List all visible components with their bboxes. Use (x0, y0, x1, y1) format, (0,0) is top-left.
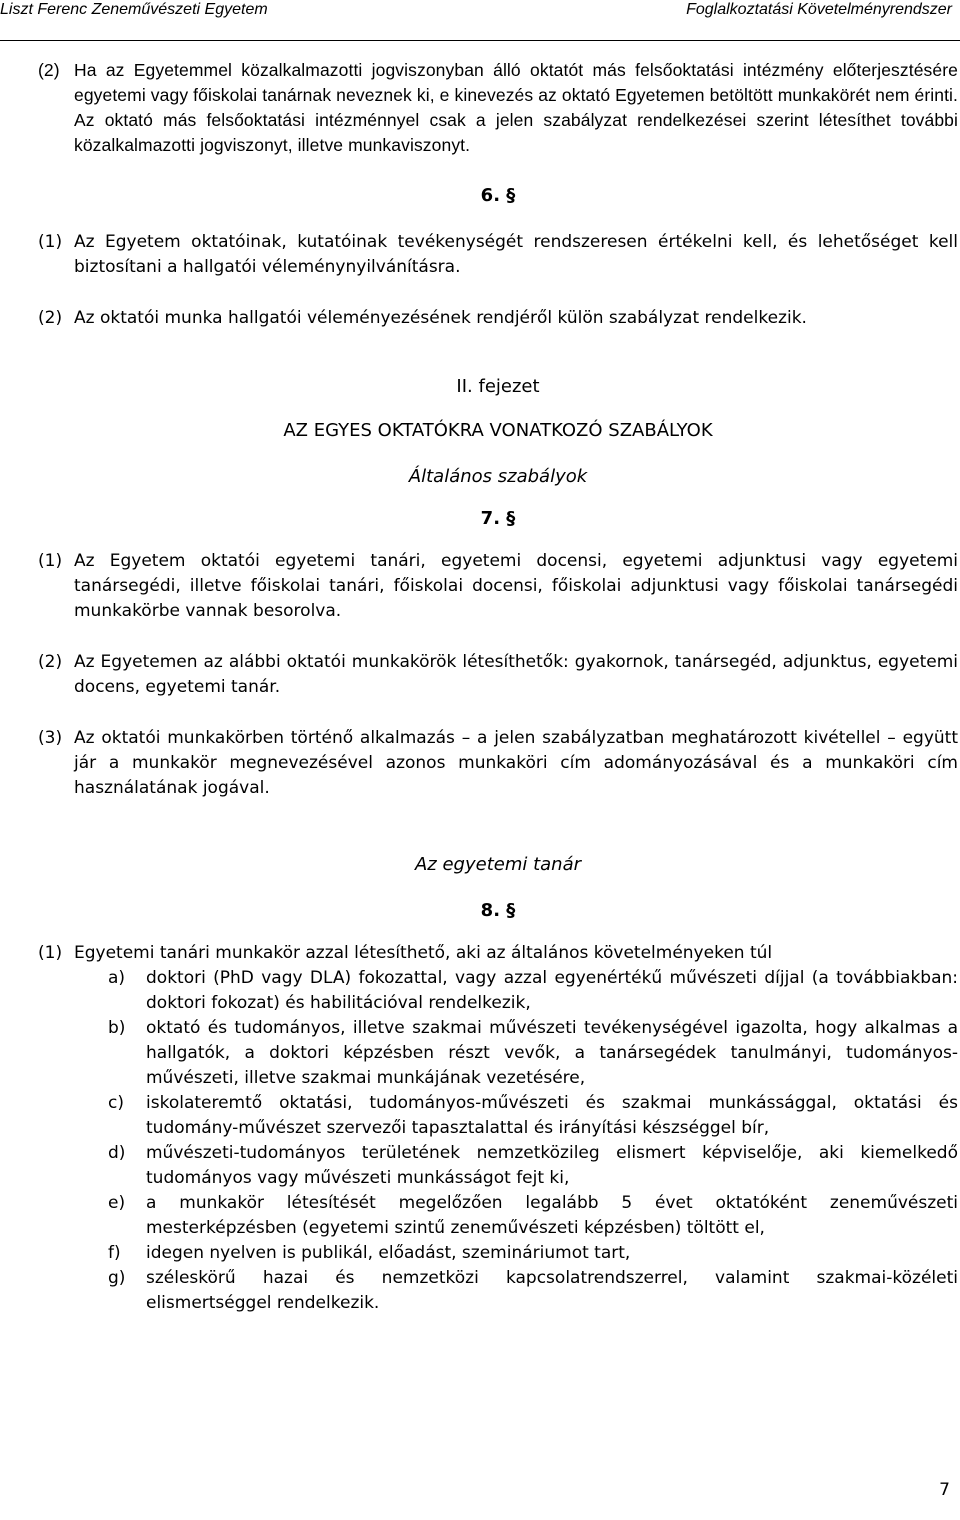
paragraph-number: (2) (38, 60, 60, 80)
section-7-paragraph-3 (38, 726, 958, 801)
page-number: 7 (939, 1480, 950, 1500)
list-item-letter: d) (108, 1143, 126, 1163)
chapter-title: AZ EGYES OKTATÓKRA VONATKOZÓ SZABÁLYOK (283, 420, 713, 441)
list-item-letter: g) (108, 1268, 126, 1288)
paragraph-text: Az Egyetem oktatóinak, kutatóinak tevékenységét rendszeresen értékelni kell, és lehetőséget kell biztosítani a hallgatói véleménynyilvánításra. (74, 232, 958, 277)
list-item-text: idegen nyelven is publikál, előadást, szemináriumot tart, (146, 1243, 631, 1263)
section-8-paragraph-1 (38, 941, 958, 966)
list-item-letter: c) (108, 1093, 124, 1113)
page-header (0, 0, 960, 41)
list-item (38, 1241, 958, 1266)
section-8-subtitle: Az egyetemi tanár (414, 854, 582, 875)
paragraph-text: Az oktatói munka hallgatói véleményezésének rendjéről külön szabályzat rendelkezik. (74, 308, 807, 328)
paragraph-number: (1) (38, 943, 63, 963)
list-item (38, 1266, 958, 1316)
section-7-paragraph-2 (38, 650, 958, 700)
paragraph-text: Az Egyetemen az alábbi oktatói munkakörök létesíthetők: gyakornok, tanársegéd, adjunktus, egyetemi docens, egyetemi tanár. (74, 652, 958, 697)
list-item-text: doktori (PhD vagy DLA) fokozattal, vagy azzal egyenértékű művészeti díjjal (a továbbiakban: doktori fokozat) és habilitációval rendelkezik, (146, 968, 958, 1013)
list-item (38, 1191, 958, 1241)
list-item (38, 1091, 958, 1141)
paragraph-number: (2) (38, 652, 63, 672)
chapter-label: II. fejezet (456, 376, 540, 397)
document-body (38, 58, 958, 1316)
list-item-text: a munkakör létesítését megelőzően legalább 5 évet oktatóként zeneművészeti mesterképzésben (egyetemi szintű zeneművészeti képzésben) töltött el, (146, 1193, 958, 1238)
list-item-letter: b) (108, 1018, 126, 1038)
paragraph-text: Az oktatói munkakörben történő alkalmazás – a jelen szabályzatban meghatározott kivétellel – együtt jár a munkakör megnevezésével azonos munkaköri cím adományozásával és a munkaköri cím használatának jogával. (74, 728, 958, 798)
paragraph-number: (3) (38, 728, 63, 748)
paragraph-text: Ha az Egyetemmel közalkalmazotti jogviszonyban álló oktatót más felsőoktatási intézmény előterjesztésére egyetemi vagy főiskolai tanárnak neveznek ki, e kinevezés az oktató Egyetemen betöltött munkakörét nem érinti. Az oktató más felsőoktatási intézménnyel csak a jelen szabályzat rendelkezései szerint létesíthet további közalkalmazotti jogviszonyt, illetve munkaviszonyt. (74, 60, 958, 155)
section-7-heading: 7. § (480, 508, 516, 529)
paragraph-number: (1) (38, 551, 63, 571)
list-item (38, 1141, 958, 1191)
paragraph-text: Egyetemi tanári munkakör azzal létesíthető, aki az általános követelményeken túl (74, 943, 773, 963)
list-item-text: széleskörű hazai és nemzetközi kapcsolatrendszerrel, valamint szakmai-közéleti elismertséggel rendelkezik. (146, 1268, 958, 1313)
paragraph-intro (38, 58, 958, 158)
section-6-paragraph-2 (38, 306, 958, 331)
section-6-heading: 6. § (480, 185, 516, 206)
header-institution: Liszt Ferenc Zeneművészeti Egyetem (0, 1, 268, 18)
list-item-letter: a) (108, 968, 126, 988)
paragraph-text: Az Egyetem oktatói egyetemi tanári, egyetemi docensi, egyetemi adjunktusi vagy egyetemi tanársegédi, illetve főiskolai tanári, főiskolai docensi, főiskolai adjunktusi vagy főiskolai tanársegédi munkakörbe vannak besorolva. (74, 551, 958, 621)
list-item-text: oktató és tudományos, illetve szakmai művészeti tevékenységével igazolta, hogy alkalmas a hallgatók, a doktori képzésben részt vevők, a tanársegédek tanulmányi, tudományos-művészeti, illetve szakmai munkájának vezetésére, (146, 1018, 958, 1088)
section-7-paragraph-1 (38, 549, 958, 624)
list-item-letter: e) (108, 1193, 126, 1213)
section-6-paragraph-1 (38, 230, 958, 280)
list-item (38, 1016, 958, 1091)
list-item-letter: f) (108, 1243, 121, 1263)
list-item-text: iskolateremtő oktatási, tudományos-művészeti és szakmai munkássággal, oktatási és tudomány-művészet szervezői tapasztalattal és irányítási készséggel bír, (146, 1093, 958, 1138)
list-item (38, 966, 958, 1016)
requirements-list (38, 966, 958, 1316)
chapter-subtitle: Általános szabályok (408, 466, 588, 487)
list-item-text: művészeti-tudományos területének nemzetközileg elismert képviselője, aki kiemelkedő tudományos vagy művészeti munkásságot fejt ki, (146, 1143, 958, 1188)
paragraph-number: (2) (38, 308, 63, 328)
header-document-title: Foglalkoztatási Követelményrendszer (686, 1, 952, 18)
section-8-heading: 8. § (480, 900, 516, 921)
paragraph-number: (1) (38, 232, 63, 252)
